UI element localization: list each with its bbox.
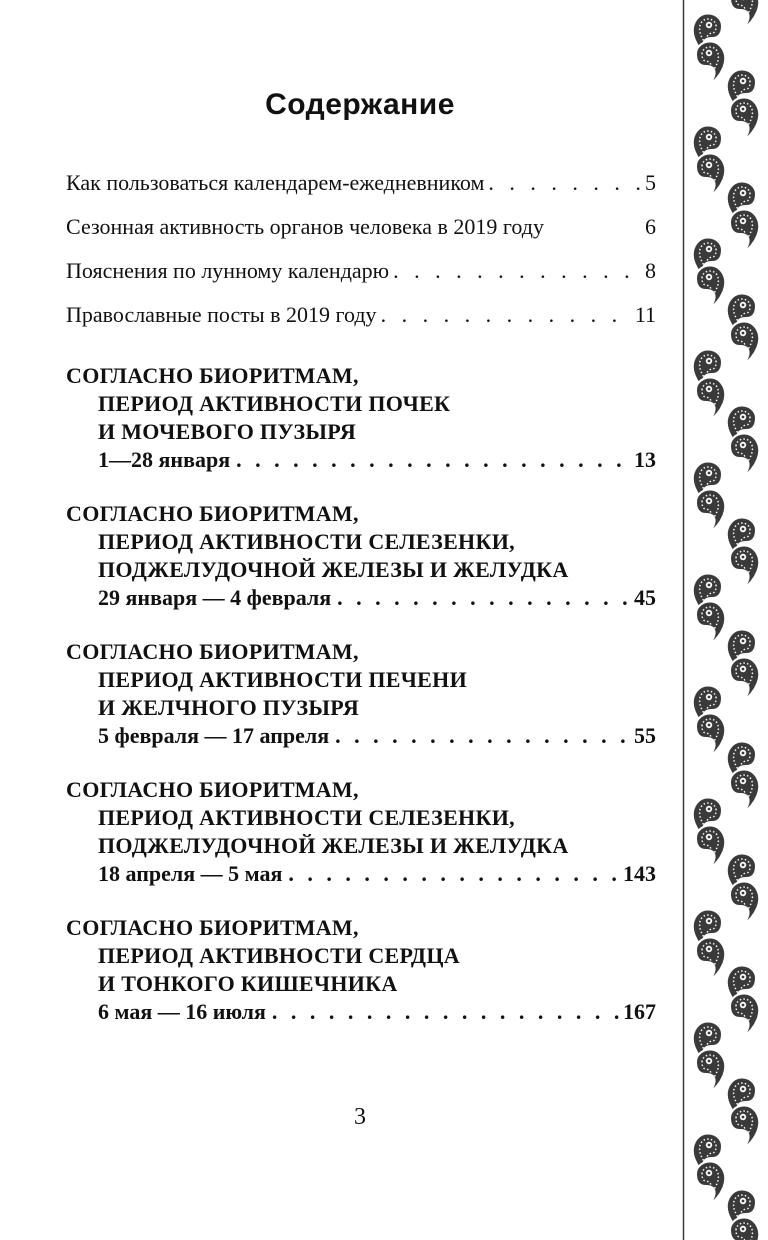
section-page: 13	[634, 447, 656, 472]
section-page: 55	[634, 723, 656, 748]
section-subheading: ПЕРИОД АКТИВНОСТИ СЕЛЕЗЕНКИ,	[98, 529, 515, 554]
page-number: 3	[354, 1104, 366, 1130]
section-subheading: ПЕРИОД АКТИВНОСТИ ПЕЧЕНИ	[98, 667, 467, 692]
toc-leader-dots	[335, 722, 632, 750]
toc-entry[interactable]	[66, 256, 656, 300]
section-date-row[interactable]	[66, 722, 656, 750]
section-subheading: И ЖЕЛЧНОГО ПУЗЫРЯ	[98, 695, 360, 720]
section-subheading: ПЕРИОД АКТИВНОСТИ СЕРДЦА	[98, 943, 460, 968]
toc-leader-dots	[381, 300, 631, 330]
toc-entry-page: 5	[645, 170, 656, 195]
toc-entry[interactable]	[66, 168, 656, 212]
toc-leader-dots	[488, 168, 641, 198]
toc-section[interactable]	[66, 776, 656, 888]
toc-leader-dots	[236, 446, 632, 474]
toc-entry-title: Как пользоваться календарем-ежедневником	[66, 170, 485, 195]
section-date-row[interactable]	[66, 860, 656, 888]
section-dates: 5 февраля — 17 апреля	[98, 723, 330, 748]
section-dates: 29 января — 4 февраля	[98, 585, 332, 610]
toc-entry-title: Пояснения по лунному календарю	[66, 258, 390, 283]
toc-entry-title: Сезонная активность органов человека в 2019 году	[66, 214, 544, 239]
section-subheading: ПЕРИОД АКТИВНОСТИ СЕЛЕЗЕНКИ,	[98, 805, 515, 830]
section-page: 167	[623, 999, 656, 1024]
section-dates: 18 апреля — 5 мая	[98, 861, 283, 886]
paisley-border-icon	[682, 0, 768, 1240]
toc-entry[interactable]	[66, 212, 656, 256]
toc-entry-page: 11	[634, 302, 656, 327]
section-subheading: И МОЧЕВОГО ПУЗЫРЯ	[98, 419, 357, 444]
section-subheading: И ТОНКОГО КИШЕЧНИКА	[98, 971, 398, 996]
section-heading: СОГЛАСНО БИОРИТМАМ,	[66, 777, 359, 802]
table-of-contents	[66, 168, 656, 1026]
toc-leader-dots	[288, 860, 621, 888]
section-dates: 1—28 января	[98, 447, 231, 472]
section-date-row[interactable]	[66, 584, 656, 612]
toc-entry[interactable]	[66, 300, 656, 344]
toc-entry-page: 8	[645, 258, 656, 283]
toc-leader-dots	[393, 256, 641, 286]
section-dates: 6 мая — 16 июля	[98, 999, 266, 1024]
toc-entry-title: Православные посты в 2019 году	[66, 302, 377, 327]
toc-section[interactable]	[66, 914, 656, 1026]
section-heading: СОГЛАСНО БИОРИТМАМ,	[66, 915, 359, 940]
section-page: 45	[634, 585, 656, 610]
toc-leader-dots	[337, 584, 632, 612]
toc-section[interactable]	[66, 638, 656, 750]
section-heading: СОГЛАСНО БИОРИТМАМ,	[66, 363, 359, 388]
toc-section[interactable]	[66, 500, 656, 612]
section-heading: СОГЛАСНО БИОРИТМАМ,	[66, 639, 359, 664]
page-title: Содержание	[265, 88, 455, 121]
section-page: 143	[623, 861, 656, 886]
section-subheading: ПОДЖЕЛУДОЧНОЙ ЖЕЛЕЗЫ И ЖЕЛУДКА	[98, 833, 569, 858]
toc-leader-dots	[272, 998, 621, 1026]
toc-entry-page: 6	[645, 214, 656, 239]
section-date-row[interactable]	[66, 998, 656, 1026]
section-subheading: ПОДЖЕЛУДОЧНОЙ ЖЕЛЕЗЫ И ЖЕЛУДКА	[98, 557, 569, 582]
section-subheading: ПЕРИОД АКТИВНОСТИ ПОЧЕК	[98, 391, 451, 416]
section-date-row[interactable]	[66, 446, 656, 474]
section-heading: СОГЛАСНО БИОРИТМАМ,	[66, 501, 359, 526]
toc-section[interactable]	[66, 362, 656, 474]
